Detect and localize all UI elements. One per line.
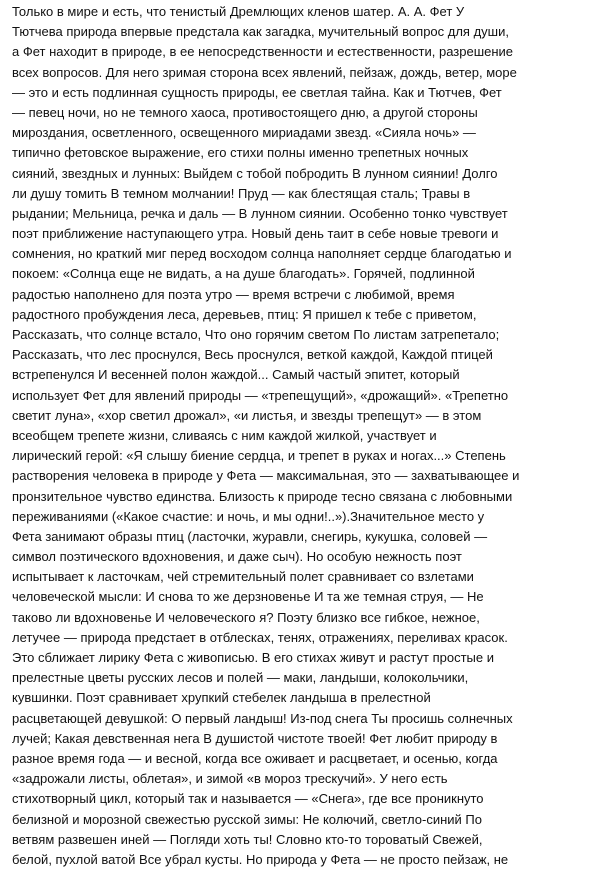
text-line: Тютчева природа впервые предстала как загадка, мучительный вопрос для души, [12,24,509,40]
text-line: лучей; Какая девственная нега В душистой чистоте твоей! Фет любит природу в [12,730,498,746]
text-line: — певец ночи, но не темного хаоса, противостоящего дню, а другой стороны [12,104,478,120]
essay-text [12,2,587,870]
text-line: пронзительное чувство единства. Близость к природе тесно связана с любовными [12,488,513,504]
text-line: Только в мире и есть, что тенистый Дремлющих кленов шатер. А. А. Фет У [12,4,465,19]
text-line: светит луна», «хор светил дрожал», «и листья, и звезды трепещут» — в этом [12,407,482,423]
text-line: сияний, звездных и лунных: Выйдем с тобой побродить В лунном сиянии! Долго [12,165,498,181]
text-line: типично фетовское выражение, его стихи полны именно трепетных ночных [12,145,469,161]
text-line: Фета занимают образы птиц (ласточки, журавли, снегирь, кукушка, соловей — [12,528,488,544]
text-line: растворения человека в природе у Фета — максимальная, это — захватывающее и [12,468,520,484]
text-line: испытывает к ласточкам, чей стремительный полет сравнивает со взлетами [12,569,474,585]
text-line: таково ли вдохновенье И человеческого я? Поэту близко все гибкое, нежное, [12,609,480,625]
text-line: кувшинки. Поэт сравнивает хрупкий стебелек ландыша в прелестной [12,690,431,706]
text-line: Рассказать, что лес проснулся, Весь проснулся, веткой каждой, Каждой птицей [12,347,493,363]
text-line: всех вопросов. Для него зримая сторона всех явлений, пейзаж, дождь, ветер, море [12,64,517,80]
text-line: покоем: «Солнца еще не видать, а на душе благодать». Горячей, подлинной [12,266,475,282]
text-line: Рассказать, что солнце встало, Что оно горячим светом По листам затрепетало; [12,327,500,342]
text-line: стихотворный цикл, который так и называется — «Снега», где все проникнуто [12,791,484,807]
text-line: а Фет находит в природе, в ее непосредственности и естественности, разрешение [12,44,514,60]
text-line: радостью наполнено для поэта утро — время встречи с любимой, время [12,286,455,302]
text-line: — это и есть подлинная сущность природы, ее светлая тайна. Как и Тютчев, Фет [12,84,502,100]
text-line: белизной и морозной свежестью русской зимы: Не колючий, светло-синий По [12,811,482,827]
text-line: белой, пухлой ватой Все убрал кусты. Но природа у Фета — не просто пейзаж, не [12,851,509,867]
text-line: ли душу томить В темном молчании! Пруд — как блестящая сталь; Травы в [12,185,471,201]
text-line: лирический герой: «Я слышу биение сердца, и трепет в руках и ногах...» Степень [12,448,506,464]
text-line: сомнения, но краткий миг перед восходом солнца наполняет сердце благодатью и [12,246,512,262]
text-line: человеческой мысли: И снова то же дерзновенье И та же темная струя, — Не [12,589,484,605]
text-line: всеобщем трепете жизни, сливаясь с ним каждой жилкой, участвует и [12,427,437,443]
text-line: «задрожали листы, облетая», и зимой «в мороз трескучий». У него есть [12,771,448,787]
text-line: встрепенулся И весенней полон жаждой... Самый частый эпитет, который [12,367,460,383]
text-line: расцветающей девушкой: О первый ландыш! Из-под снега Ты просишь солнечных [12,710,513,726]
text-line: Это сближает лирику Фета с живописью. В его стихах живут и растут простые и [12,650,494,665]
text-line: переживаниями («Какое счастие: и ночь, и мы одни!..»).Значительное место у [12,508,485,524]
text-line: символ поэтического вдохновения, и даже сыч). Но особую нежность поэт [12,549,462,565]
text-line: рыдании; Мельница, речка и даль — В лунном сиянии. Особенно тонко чувствует [12,205,508,221]
text-line: мироздания, осветленного, освещенного мириадами звезд. «Сияла ночь» — [12,125,476,141]
text-line: поэт приближение наступающего утра. Новый день таит в себе новые тревоги и [12,226,499,242]
text-line: летучее — природа предстает в отблесках, тенях, отражениях, переливах красок. [12,629,508,645]
text-line: радостного пробуждения леса, деревьев, птиц: Я пришел к тебе с приветом, [12,306,477,322]
text-line: прелестные цветы русских лесов и полей — маки, ландыши, колокольчики, [12,670,469,686]
text-line: ветвям развешен иней — Погляди хоть ты! Словно кто-то тороватый Свежей, [12,831,483,847]
text-line: использует Фет для явлений природы — «трепещущий», «дрожащий». «Трепетно [12,387,509,403]
text-line: разное время года — и весной, когда все оживает и расцветает, и осенью, когда [12,750,498,766]
